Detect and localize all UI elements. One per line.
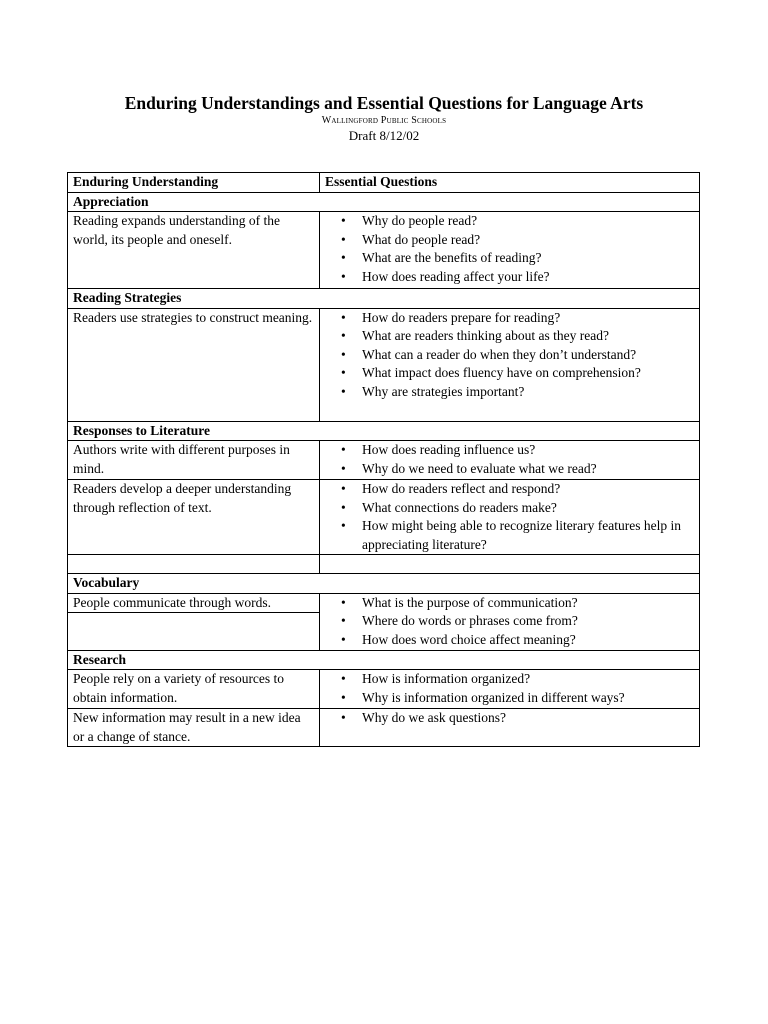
table-row — [68, 709, 700, 747]
empty-cell — [68, 555, 320, 574]
question-item: • What impact does fluency have on comprehension? — [325, 364, 694, 383]
question-item: • What connections do readers make? — [325, 499, 694, 518]
table-row — [68, 308, 700, 421]
understanding-cell: Reading expands understanding of the world, its people and oneself. — [68, 212, 320, 289]
question-item: • How do readers prepare for reading? — [325, 309, 694, 328]
section-title-reading-strategies: Reading Strategies — [68, 289, 700, 309]
table-row — [68, 441, 700, 480]
understanding-cell — [68, 593, 320, 650]
section-title-appreciation: Appreciation — [68, 192, 700, 212]
understanding-cell: Authors write with different purposes in mind. — [68, 441, 320, 480]
question-list — [325, 212, 694, 286]
question-list — [325, 709, 694, 728]
question-list — [325, 670, 694, 707]
questions-cell — [320, 308, 700, 421]
question-list — [325, 309, 694, 402]
understanding-cell: New information may result in a new idea or a change of stance. — [68, 709, 320, 747]
question-item: • What are the benefits of reading? — [325, 249, 694, 268]
questions-cell — [320, 441, 700, 480]
question-list — [325, 480, 694, 554]
question-item: • How does reading influence us? — [325, 441, 694, 460]
section-title-vocabulary: Vocabulary — [68, 574, 700, 594]
understanding-cell: Readers use strategies to construct meaning. — [68, 308, 320, 421]
questions-cell — [320, 670, 700, 709]
section-header-row — [68, 421, 700, 441]
question-item: • How does word choice affect meaning? — [325, 631, 694, 650]
table-row — [68, 212, 700, 289]
table-header-row — [68, 173, 700, 193]
table-row — [68, 593, 700, 650]
section-header-row — [68, 192, 700, 212]
question-item: • What is the purpose of communication? — [325, 594, 694, 613]
table-row — [68, 670, 700, 709]
understanding-cell: People rely on a variety of resources to obtain information. — [68, 670, 320, 709]
school-name: Wallingford Public Schools — [321, 115, 447, 126]
understanding-text: People communicate through words. — [68, 594, 319, 613]
section-header-row — [68, 289, 700, 309]
question-list — [325, 441, 694, 478]
section-header-row — [68, 574, 700, 594]
section-title-responses-to-literature: Responses to Literature — [68, 421, 700, 441]
draft-date: Draft 8/12/02 — [348, 128, 420, 143]
questions-cell — [320, 212, 700, 289]
table-row — [68, 480, 700, 555]
questions-cell — [320, 709, 700, 747]
question-item: • What are readers thinking about as they read? — [325, 327, 694, 346]
understandings-table — [67, 172, 700, 747]
question-list — [325, 594, 694, 650]
question-item: • What can a reader do when they don’t understand? — [325, 346, 694, 365]
empty-row — [68, 555, 700, 574]
question-item: • Why is information organized in different ways? — [325, 689, 694, 708]
document-title: Enduring Understandings and Essential Questions for Language Arts — [124, 93, 644, 113]
question-item: • What do people read? — [325, 231, 694, 250]
section-title-research: Research — [68, 650, 700, 670]
question-item: • How might being able to recognize literary features help in appreciating literature? — [325, 517, 694, 554]
column-header-understanding: Enduring Understanding — [68, 173, 320, 193]
question-item: • Why do we ask questions? — [325, 709, 694, 728]
question-item: • Why are strategies important? — [325, 383, 694, 402]
column-header-questions: Essential Questions — [320, 173, 700, 193]
section-header-row — [68, 650, 700, 670]
empty-cell — [320, 555, 700, 574]
question-item: • Why do we need to evaluate what we read? — [325, 460, 694, 479]
question-item: • How do readers reflect and respond? — [325, 480, 694, 499]
understanding-cell: Readers develop a deeper understanding through reflection of text. — [68, 480, 320, 555]
questions-cell — [320, 593, 700, 650]
questions-cell — [320, 480, 700, 555]
question-item: • How does reading affect your life? — [325, 268, 694, 287]
question-item: • Why do people read? — [325, 212, 694, 231]
question-item: • How is information organized? — [325, 670, 694, 689]
question-item: • Where do words or phrases come from? — [325, 612, 694, 631]
